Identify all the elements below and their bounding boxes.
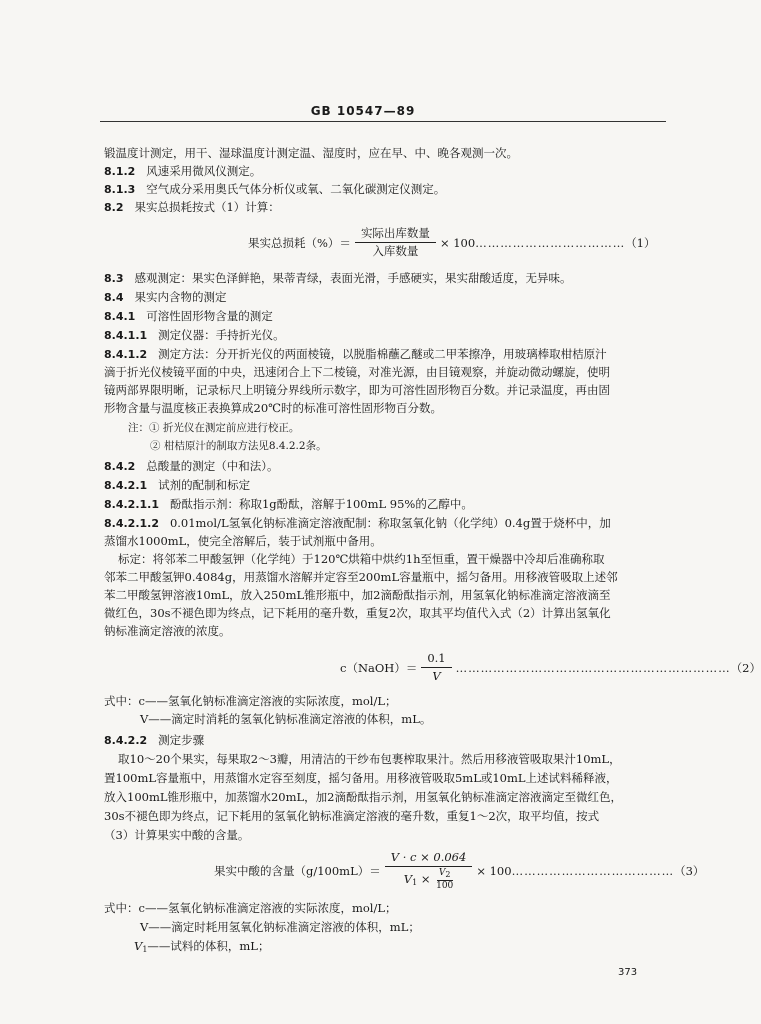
clause-8-1-2 xyxy=(104,163,672,180)
v1-symbol: V xyxy=(134,939,143,953)
formula-tail: × 100 xyxy=(439,235,476,250)
formula-lhs: 果实中酸的含量（g/100mL）＝ xyxy=(214,864,381,878)
note-2: ② 柑桔原汁的制取方法见8.4.2.2条。 xyxy=(150,440,327,452)
subfraction-top xyxy=(437,868,453,881)
body-line: 30s不褪色即为终点，记下耗用的氢氧化钠标准滴定溶液的毫升数，重复1～2次，取平均值，按式 xyxy=(104,809,600,823)
clause-text: 0.01mol/L氢氧化钠标准滴定溶液配制：称取氢氧化钠（化学纯）0.4g置于烧杯中，加 xyxy=(169,516,611,530)
header-rule xyxy=(100,121,666,122)
clause-number: 8.4.2.1.1 xyxy=(104,498,159,511)
body-line: 邻苯二甲酸氢钾0.4084g，用蒸馏水溶解并定容至200mL容量瓶中，摇匀备用。用移液管吸取上述邻 xyxy=(104,570,618,584)
clause-number: 8.1.2 xyxy=(104,165,136,178)
fraction-numerator: 0.1 xyxy=(421,651,451,668)
clause-number: 8.1.3 xyxy=(104,183,136,196)
clause-8-4-1-1 xyxy=(104,327,672,344)
clause-text: 风速采用微风仪测定。 xyxy=(146,164,262,178)
clause-number: 8.4.2 xyxy=(104,460,136,473)
clause-8-1-3 xyxy=(104,181,672,198)
clause-8-4-2-1 xyxy=(104,477,672,494)
subfraction-bottom: 100 xyxy=(436,881,454,891)
formula-2 xyxy=(340,651,761,684)
clause-number: 8.4.2.1 xyxy=(104,479,148,492)
page-number: 373 xyxy=(618,967,638,978)
formula-fraction xyxy=(385,850,473,892)
body-line: 标定：将邻苯二甲酸氢钾（化学纯）于120℃烘箱中烘约1h至恒重，置干燥器中冷却后准确称取 xyxy=(118,552,605,566)
formula-tag: （1） xyxy=(625,235,656,250)
clause-text: 空气成分采用奥氏气体分析仪或氧、二氧化碳测定仪测定。 xyxy=(146,182,446,196)
v1-subscript: 1 xyxy=(142,945,148,954)
clause-number: 8.4.2.1.2 xyxy=(104,517,159,530)
formula-lhs: c（NaOH）＝ xyxy=(340,660,418,675)
body-line: 蒸馏水1000mL，使完全溶解后，装于试剂瓶中备用。 xyxy=(104,534,382,548)
formula-lhs: 果实总损耗（%）＝ xyxy=(248,235,351,250)
formula-fraction xyxy=(355,226,436,259)
clause-8-4-2 xyxy=(104,458,672,475)
body-line: （3）计算果实中酸的含量。 xyxy=(104,828,250,842)
note-1: 注：① 折光仪在测定前应进行校正。 xyxy=(128,422,300,434)
subfraction-top-v: V xyxy=(438,868,446,878)
body-line: 取10～20个果实，每果取2～3瓣，用清洁的干纱布包裹榨取果汁。然后用移液管吸取果汁10mL， xyxy=(118,752,621,766)
body-line: 形物含量与温度核正表换算成20℃时的标准可溶性固形物百分数。 xyxy=(104,401,442,415)
formula-leader-dots: ………………………………………………………… xyxy=(455,660,731,675)
where-line: 式中：c——氢氧化钠标准滴定溶液的实际浓度，mol/L； xyxy=(104,694,397,708)
clause-number: 8.4.2.2 xyxy=(104,734,148,747)
body-line: 滴于折光仪棱镜平面的中央，迅速闭合上下二棱镜，对准光源，由目镜观察，并旋动微动螺旋，使明 xyxy=(104,365,610,379)
clause-text: 感观测定：果实色泽鲜艳，果蒂青绿，表面光滑，手感硬实，果实甜酸适度，无异味。 xyxy=(134,271,572,285)
formula-fraction xyxy=(421,651,451,684)
clause-number: 8.4.1.1 xyxy=(104,329,148,342)
clause-text: 测定步骤 xyxy=(158,733,205,747)
where-text: ——试料的体积，mL； xyxy=(147,939,270,953)
clause-number: 8.3 xyxy=(104,272,124,285)
clause-text: 试剂的配制和标定 xyxy=(158,478,251,492)
clause-8-4-1-2 xyxy=(104,346,672,363)
formula-leader-dots: ……………………………… xyxy=(475,235,626,250)
body-line: 苯二甲酸氢钾溶液10mL，放入250mL锥形瓶中，加2滴酚酞指示剂，用氢氧化钠标准滴定溶液滴至 xyxy=(104,588,611,602)
denominator-subfraction xyxy=(436,868,453,892)
denominator-v-subscript: 1 xyxy=(412,878,418,887)
page-header: GB 10547—89 xyxy=(310,104,416,118)
clause-text: 果实总损耗按式（1）计算： xyxy=(134,200,280,214)
clause-8-4-2-2 xyxy=(104,732,672,749)
clause-text: 可溶性固形物含量的测定 xyxy=(146,309,273,323)
clause-8-3 xyxy=(104,270,672,287)
fraction-denominator xyxy=(398,867,460,892)
where-line: V——滴定时耗用氢氧化钠标准滴定溶液的体积，mL； xyxy=(140,920,420,934)
fraction-numerator: V · c × 0.064 xyxy=(385,850,473,867)
clause-8-4-2-1-2 xyxy=(104,515,672,532)
clause-number: 8.2 xyxy=(104,201,124,214)
denominator-v: V xyxy=(403,872,413,886)
clause-8-4-1 xyxy=(104,308,672,325)
formula-tag: （3） xyxy=(674,864,705,878)
clause-text: 果实内含物的测定 xyxy=(134,290,227,304)
body-line: 微红色，30s不褪色即为终点，记下耗用的毫升数，重复2次，取其平均值代入式（2）计算出氢氧化 xyxy=(104,606,611,620)
where-line xyxy=(134,938,672,958)
clause-text: 总酸量的测定（中和法）。 xyxy=(146,459,279,473)
fraction-denominator: 入库数量 xyxy=(372,244,419,258)
where-line: 式中：c——氢氧化钠标准滴定溶液的实际浓度，mol/L； xyxy=(104,901,397,915)
formula-leader-dots: ………………………………… xyxy=(511,864,675,878)
clause-8-4-2-1-1 xyxy=(104,496,672,513)
clause-number: 8.4.1 xyxy=(104,310,136,323)
where-line: V——滴定时消耗的氢氧化钠标准滴定溶液的体积，mL。 xyxy=(140,712,432,726)
fraction-denominator: V xyxy=(432,669,441,683)
body-line: 放入100mL锥形瓶中，加蒸馏水20mL，加2滴酚酞指示剂，用氢氧化钠标准滴定溶液滴定至微红色， xyxy=(104,790,622,804)
body-line: 镜两部界限明晰，记录标尺上明镜分界线所示数字，即为可溶性固形物百分数。并记录温度，再由固 xyxy=(104,383,610,397)
formula-tag: （2） xyxy=(730,660,761,675)
body-line: 钠标准滴定溶液的浓度。 xyxy=(104,624,231,638)
clause-8-4 xyxy=(104,289,672,306)
formula-3 xyxy=(214,850,704,892)
clause-text: 测定仪器：手持折光仪。 xyxy=(158,328,285,342)
subfraction-top-subscript: 2 xyxy=(445,870,451,879)
clause-text: 酚酞指示剂：称取1g酚酞，溶解于100mL 95%的乙醇中。 xyxy=(169,497,473,511)
fraction-numerator: 实际出库数量 xyxy=(355,226,436,243)
clause-number: 8.4 xyxy=(104,291,124,304)
formula-tail: × 100 xyxy=(476,864,512,878)
body-line: 锻温度计测定，用干、湿球温度计测定温、湿度时，应在早、中、晚各观测一次。 xyxy=(104,146,518,160)
clause-8-2 xyxy=(104,199,672,216)
denominator-times: × xyxy=(420,872,431,886)
formula-1 xyxy=(248,226,656,259)
clause-text: 测定方法：分开折光仪的两面棱镜，以脱脂棉蘸乙醚或二甲苯擦净，用玻璃棒取柑桔原汁 xyxy=(158,347,607,361)
clause-number: 8.4.1.2 xyxy=(104,348,148,361)
body-line: 置100mL容量瓶中，用蒸馏水定容至刻度，摇匀备用。用移液管吸取5mL或10mL上述试料稀释液， xyxy=(104,771,618,785)
